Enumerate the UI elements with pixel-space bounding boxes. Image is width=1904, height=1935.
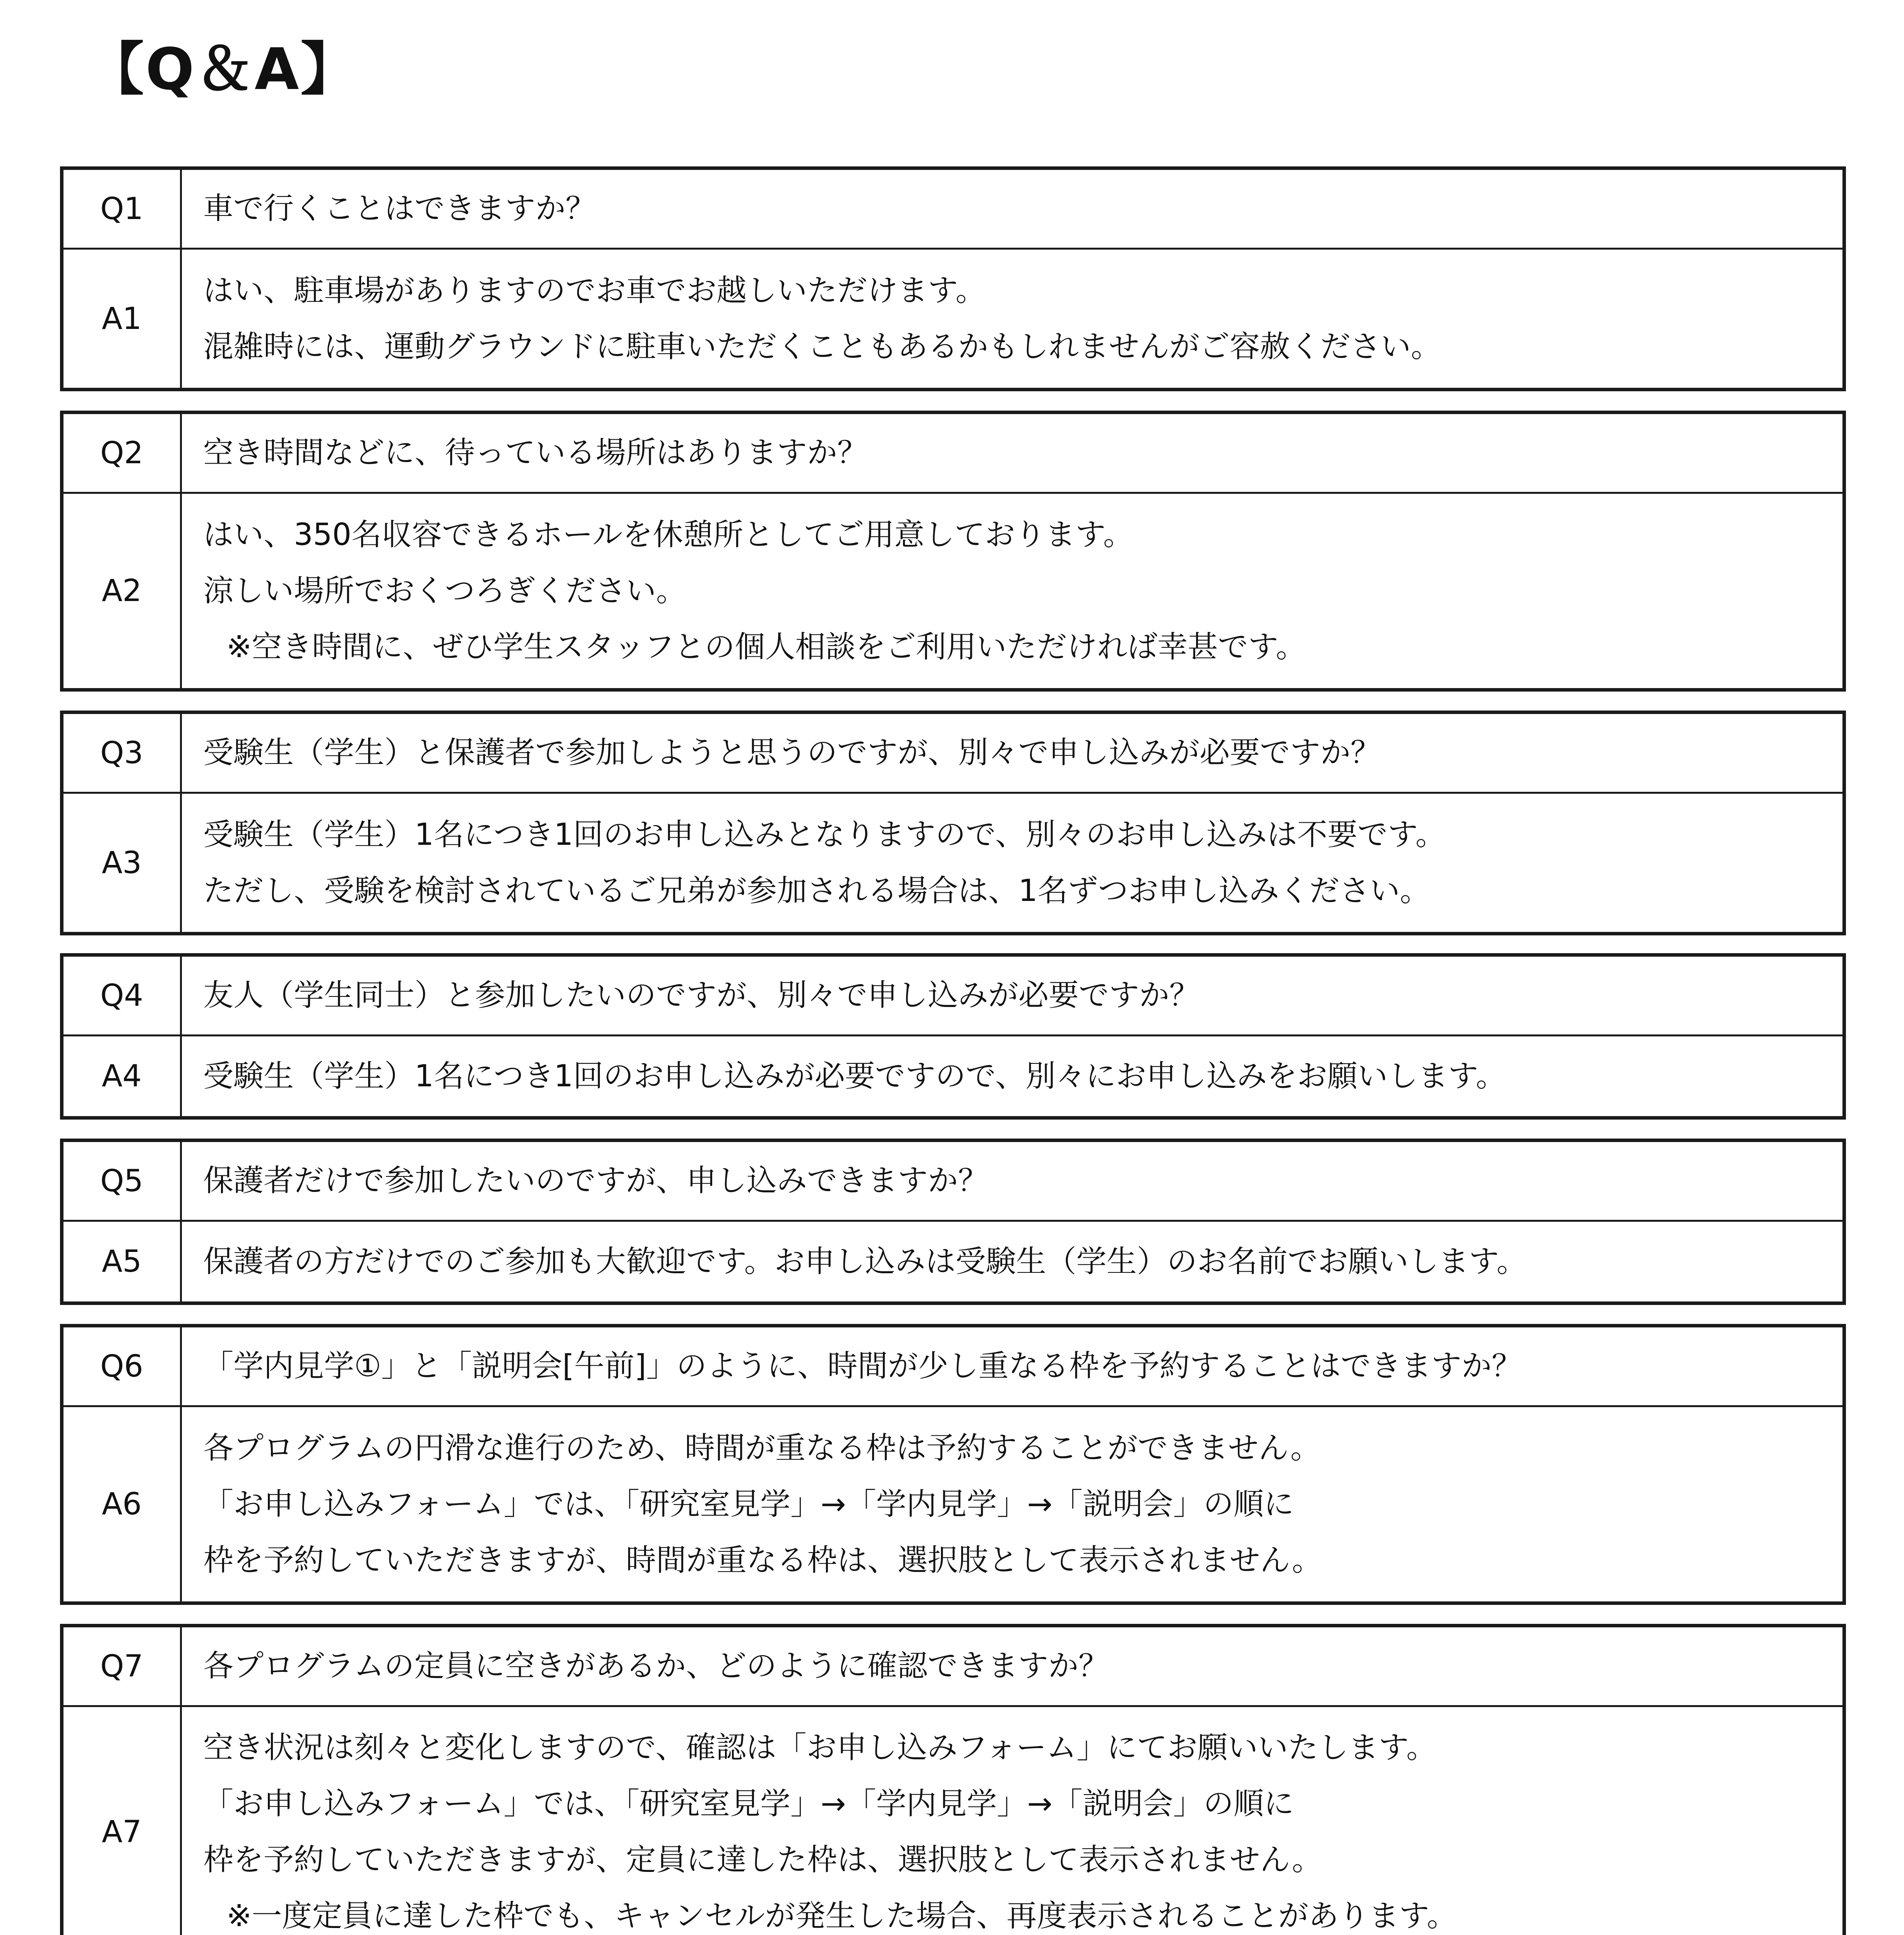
question-text: 友人（学生同士）と参加したいのですが、別々で申し込みが必要ですか？ (182, 957, 1842, 1036)
answer-label: A3 (63, 794, 182, 932)
question-text: 各プログラムの定員に空きがあるか、どのように確認できますか？ (182, 1627, 1842, 1707)
question-label: Q2 (63, 414, 182, 494)
answer-label: A1 (63, 250, 182, 388)
question-label: Q6 (63, 1327, 182, 1407)
answer-label: A4 (63, 1036, 182, 1116)
question-text: 「学内見学①」と「説明会[午前]」のように、時間が少し重なる枠を予約することはできますか？ (182, 1327, 1842, 1407)
question-label: Q7 (63, 1627, 182, 1707)
answer-text: はい、駐車場がありますのでお車でお越しいただけます。 混雑時には、運動グラウンドに駐車いただくこともあるかもしれませんがご容赦ください。 (203, 273, 1441, 364)
answer-text: 保護者の方だけでのご参加も大歓迎です。お申し込みは受験生（学生）のお名前でお願いします。 (203, 1244, 1527, 1279)
question-text: 車で行くことはできますか？ (182, 170, 1842, 250)
question-text: 保護者だけで参加したいのですが、申し込みできますか？ (182, 1142, 1842, 1222)
question-label: Q4 (63, 957, 182, 1036)
answer-text: 空き状況は刻々と変化しますので、確認は「お申し込みフォーム」にてお願いいたします。 「お申し込みフォーム」では、「研究室見学」→「学内見学」→「説明会」の順に 枠を予約していただきますが、定員に達した枠は、選択肢として表示されません。 ※一度定員に達した枠でも、キャンセルが発生した場合、再度表示されることがあります。 (203, 1730, 1457, 1933)
answer-text: 受験生（学生）1名につき1回のお申し込みとなりますので、別々のお申し込みは不要です。 ただし、受験を検討されているご兄弟が参加される場合は、1名ずつお申し込みください。 (203, 817, 1446, 908)
answer-text: 各プログラムの円滑な進行のため、時間が重なる枠は予約することができません。 「お申し込みフォーム」では、「研究室見学」→「学内見学」→「説明会」の順に 枠を予約していただきますが、時間が重なる枠は、選択肢として表示されません。 (203, 1430, 1322, 1578)
qa-block-4 (60, 953, 1846, 1120)
qa-block-1 (60, 166, 1846, 391)
qa-block-7 (60, 1624, 1846, 1935)
answer-label: A2 (63, 494, 182, 688)
qa-block-5 (60, 1139, 1846, 1305)
question-text: 受験生（学生）と保護者で参加しようと思うのですが、別々で申し込みが必要ですか？ (182, 714, 1842, 794)
answer-text: 受験生（学生）1名につき1回のお申し込みが必要ですので、別々にお申し込みをお願いします。 (203, 1058, 1506, 1094)
page-title: 【Q＆A】 (87, 36, 360, 103)
question-label: Q3 (63, 714, 182, 794)
qa-block-3 (60, 711, 1846, 935)
answer-text: はい、350名収容できるホールを休憩所としてご用意しております。 涼しい場所でおくつろぎください。 ※空き時間に、ぜひ学生スタッフとの個人相談をご利用いただければ幸甚です。 (203, 517, 1306, 664)
answer-label: A5 (63, 1222, 182, 1301)
answer-label: A7 (63, 1707, 182, 1935)
answer-label: A6 (63, 1407, 182, 1601)
question-label: Q5 (63, 1142, 182, 1222)
qa-block-6 (60, 1324, 1846, 1605)
question-label: Q1 (63, 170, 182, 250)
qa-block-2 (60, 411, 1846, 692)
question-text: 空き時間などに、待っている場所はありますか？ (182, 414, 1842, 494)
